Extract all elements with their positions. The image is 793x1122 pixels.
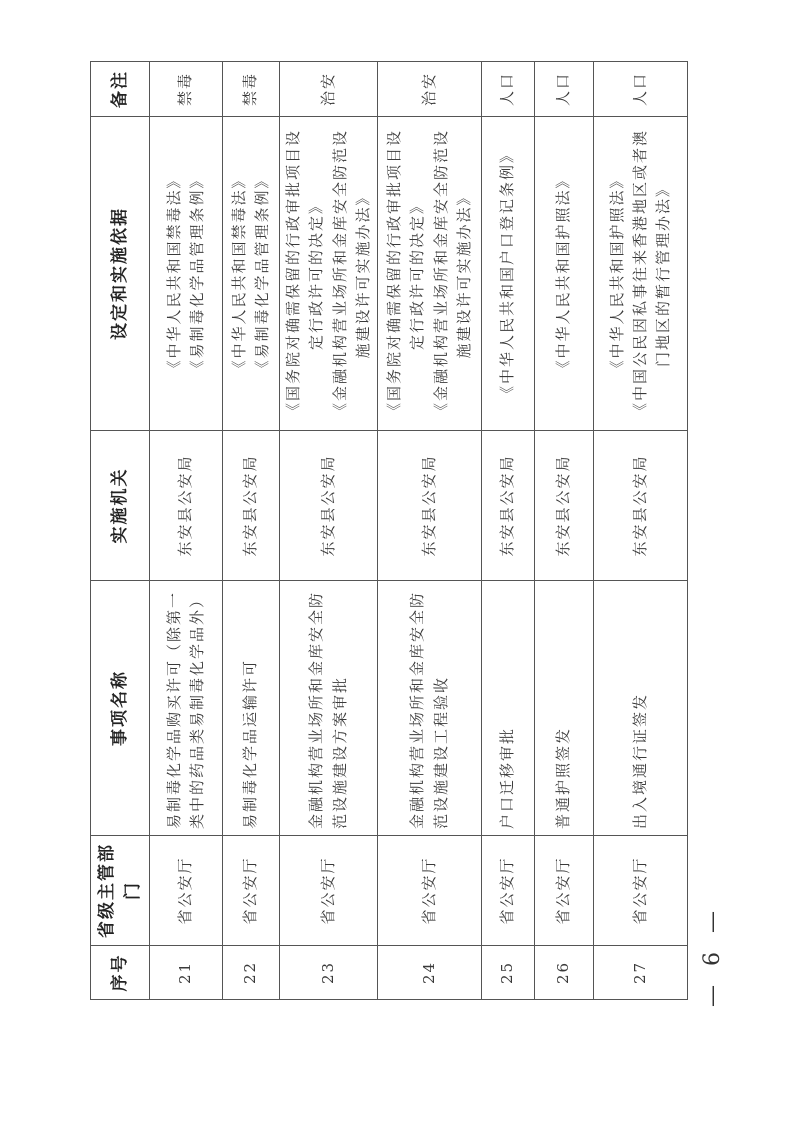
cell-seq: 22 (223, 946, 280, 1000)
cell-agency: 东安县公安局 (535, 431, 594, 581)
table-row (280, 62, 378, 1000)
cell-item: 金融机构营业场所和金库安全防范设施建设方案审批 (280, 581, 378, 836)
cell-remark: 治安 (378, 62, 482, 117)
cell-basis (378, 117, 482, 431)
cell-seq: 25 (482, 946, 535, 1000)
header-dept: 省级主管部门 (91, 836, 150, 946)
items-table (90, 61, 688, 1000)
cell-dept: 省公安厅 (594, 836, 688, 946)
cell-dept: 省公安厅 (223, 836, 280, 946)
basis-law: 《金融机构营业场所和金库安全防范设施建设许可实施办法》 (330, 129, 372, 419)
basis-law: 《中华人民共和国护照法》 (607, 171, 626, 376)
cell-dept: 省公安厅 (150, 836, 223, 946)
cell-item: 普通护照签发 (535, 581, 594, 836)
header-seq: 序号 (91, 946, 150, 1000)
basis-law: 《金融机构营业场所和金库安全防范设施建设许可实施办法》 (431, 129, 473, 419)
header-remark: 备注 (91, 62, 150, 117)
basis-law: 《中华人民共和国禁毒法》 (229, 171, 248, 376)
table-row (378, 62, 482, 1000)
basis-law: 《易制毒化学品管理条例》 (253, 171, 271, 376)
basis-law: 《中华人民共和国户口登记条例》 (498, 146, 517, 402)
table-row (482, 62, 535, 1000)
cell-item: 易制毒化学品运输许可 (223, 581, 280, 836)
cell-remark: 人口 (535, 62, 594, 117)
cell-basis (535, 117, 594, 431)
cell-agency: 东安县公安局 (482, 431, 535, 581)
cell-agency: 东安县公安局 (223, 431, 280, 581)
cell-seq: 27 (594, 946, 688, 1000)
table-row (535, 62, 594, 1000)
cell-agency: 东安县公安局 (280, 431, 378, 581)
cell-item: 户口迁移审批 (482, 581, 535, 836)
cell-remark: 治安 (280, 62, 378, 117)
cell-agency: 东安县公安局 (594, 431, 688, 581)
cell-basis (482, 117, 535, 431)
cell-remark: 禁毒 (150, 62, 223, 117)
cell-basis (150, 117, 223, 431)
table-header-row (91, 62, 150, 1000)
cell-basis (594, 117, 688, 431)
basis-law: 《国务院对确需保留的行政审批项目设定行政许可的决定》 (385, 129, 427, 419)
table-row (223, 62, 280, 1000)
basis-law: 《中国公民因私事往来香港地区或者澳门地区的暂行管理办法》 (630, 129, 673, 419)
cell-agency: 东安县公安局 (150, 431, 223, 581)
cell-item: 易制毒化学品购买许可（除第一类中的药品类易制毒化学品外） (150, 581, 223, 836)
header-agency: 实施机关 (91, 431, 150, 581)
cell-seq: 23 (280, 946, 378, 1000)
cell-dept: 省公安厅 (378, 836, 482, 946)
cell-remark: 禁毒 (223, 62, 280, 117)
cell-item: 金融机构营业场所和金库安全防范设施建设工程验收 (378, 581, 482, 836)
table-row (150, 62, 223, 1000)
cell-agency: 东安县公安局 (378, 431, 482, 581)
cell-dept: 省公安厅 (535, 836, 594, 946)
cell-basis (223, 117, 280, 431)
basis-law: 《易制毒化学品管理条例》 (188, 171, 206, 376)
cell-seq: 24 (378, 946, 482, 1000)
cell-seq: 21 (150, 946, 223, 1000)
cell-dept: 省公安厅 (280, 836, 378, 946)
header-item: 事项名称 (91, 581, 150, 836)
cell-item: 出入境通行证签发 (594, 581, 688, 836)
basis-law: 《中华人民共和国护照法》 (554, 171, 573, 376)
cell-remark: 人口 (594, 62, 688, 117)
header-basis: 设定和实施依据 (91, 117, 150, 431)
cell-seq: 26 (535, 946, 594, 1000)
basis-law: 《国务院对确需保留的行政审批项目设定行政许可的决定》 (284, 129, 326, 419)
page-number: — 6 — (700, 905, 725, 1007)
table-row (594, 62, 688, 1000)
cell-remark: 人口 (482, 62, 535, 117)
basis-law: 《中华人民共和国禁毒法》 (164, 171, 183, 376)
cell-dept: 省公安厅 (482, 836, 535, 946)
cell-basis (280, 117, 378, 431)
